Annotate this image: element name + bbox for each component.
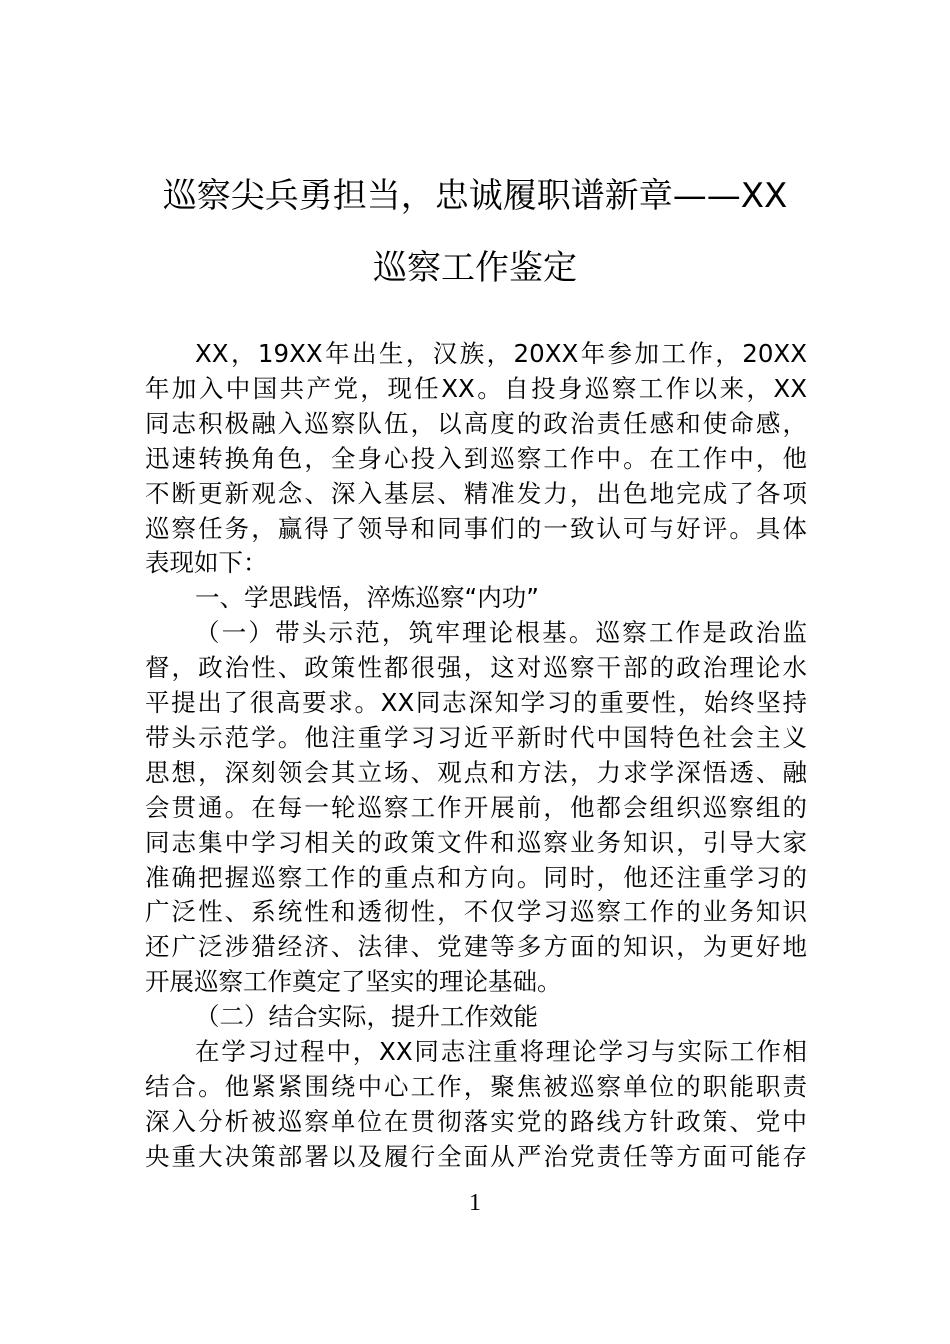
page-number: 1 [469, 1190, 481, 1216]
paragraph-line: 同志积极融入巡察队伍，以高度的政治责任感和使命感， [145, 409, 807, 438]
paragraph-line: 不断更新观念、深入基层、精准发力，出色地完成了各项 [145, 479, 807, 508]
paragraph-line: 广泛性、系统性和透彻性，不仅学习巡察工作的业务知识 [145, 897, 807, 926]
paragraph-line: 巡察任务，赢得了领导和同事们的一致认可与好评。具体 [145, 514, 807, 543]
paragraph-first-line: 一、学思践悟，淬炼巡察“内功” [195, 583, 539, 612]
document-title-line-2: 巡察工作鉴定 [373, 248, 577, 288]
paragraph-line: 同志集中学习相关的政策文件和巡察业务知识，引导大家 [145, 828, 807, 857]
paragraph-line: 会贯通。在每一轮巡察工作开展前，他都会组织巡察组的 [145, 793, 807, 822]
paragraph-line: 督，政治性、政策性都很强，这对巡察干部的政治理论水 [145, 653, 807, 682]
paragraph-line: 准确把握巡察工作的重点和方向。同时，他还注重学习的 [145, 863, 807, 892]
paragraph-line: 央重大决策部署以及履行全面从严治党责任等方面可能存 [145, 1142, 807, 1171]
paragraph-first-line: （一）带头示范，筑牢理论根基。巡察工作是政治监 [195, 618, 807, 647]
paragraph-line: 迅速转换角色，全身心投入到巡察工作中。在工作中，他 [145, 444, 807, 473]
paragraph-line: 表现如下： [145, 548, 268, 577]
paragraph-first-line: XX，19XX年出生，汉族，20XX年参加工作，20XX [195, 339, 807, 368]
paragraph-line: 结合。他紧紧围绕中心工作，聚焦被巡察单位的职能职责 [145, 1072, 807, 1101]
paragraph-line: 还广泛涉猎经济、法律、党建等多方面的知识，为更好地 [145, 932, 807, 961]
paragraph-line: 思想，深刻领会其立场、观点和方法，力求学深悟透、融 [145, 758, 807, 787]
paragraph-line: 深入分析被巡察单位在贯彻落实党的路线方针政策、党中 [145, 1107, 807, 1136]
paragraph-line: 带头示范学。他注重学习习近平新时代中国特色社会主义 [145, 723, 807, 752]
document-title-line-1: 巡察尖兵勇担当，忠诚履职谱新章——XX [162, 176, 788, 216]
paragraph-first-line: （二）结合实际，提升工作效能 [195, 1002, 538, 1031]
paragraph-line: 开展巡察工作奠定了坚实的理论基础。 [145, 967, 562, 996]
paragraph-line: 年加入中国共产党，现任XX。自投身巡察工作以来，XX [145, 374, 807, 403]
paragraph-first-line: 在学习过程中，XX同志注重将理论学习与实际工作相 [195, 1037, 807, 1066]
paragraph-line: 平提出了很高要求。XX同志深知学习的重要性，始终坚持 [145, 688, 807, 717]
